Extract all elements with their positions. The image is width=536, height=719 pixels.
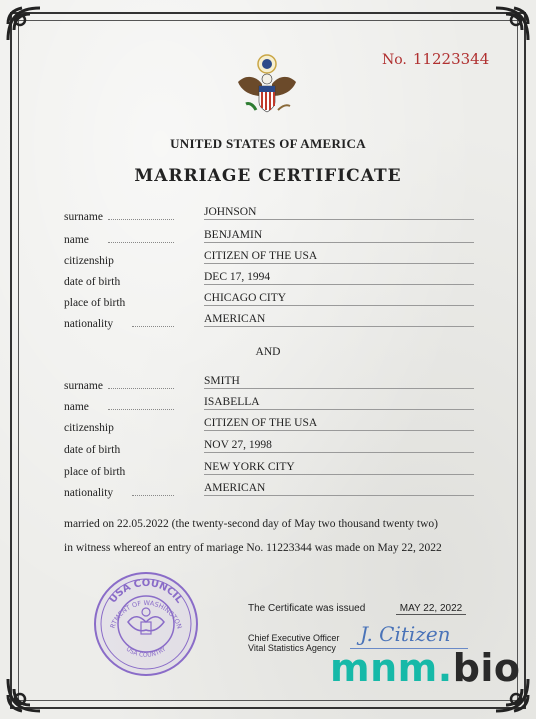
witness-statement: in witness whereof an entry of mariage No. 11223344 was made on May 22, 2022: [64, 542, 442, 554]
watermark-logo: [330, 646, 521, 690]
corner-ornament-icon: [0, 0, 60, 60]
dotted-leader: [108, 388, 174, 389]
seal-bottom-text: USA COUNTRY: [124, 645, 168, 659]
person2-name-value: ISABELLA: [204, 396, 260, 408]
person2-citizenship-value: CITIZEN OF THE USA: [204, 417, 318, 429]
person1-surname-value: JOHNSON: [204, 206, 257, 218]
person2-dob-value: NOV 27, 1998: [204, 439, 272, 451]
person2-pob-value: NEW YORK CITY: [204, 461, 295, 473]
watermark-part1: mnm.: [330, 646, 453, 690]
person2-nationality-row: [64, 481, 474, 499]
person1-nationality-value: AMERICAN: [204, 313, 266, 325]
person1-dob-value: DEC 17, 1994: [204, 271, 271, 283]
field-label: citizenship: [64, 422, 114, 434]
and-separator: AND: [255, 346, 281, 358]
watermark-part2: bio: [452, 646, 521, 690]
official-seal-icon: [92, 570, 200, 678]
field-label: surname: [64, 211, 103, 223]
field-value-line: [204, 312, 474, 327]
field-label: date of birth: [64, 276, 121, 288]
person1-pob-value: CHICAGO CITY: [204, 292, 287, 304]
person1-pob-row: [64, 291, 474, 309]
dotted-leader: [132, 326, 174, 327]
person1-name-value: BENJAMIN: [204, 229, 263, 241]
field-value-line: [204, 291, 474, 306]
married-statement: married on 22.05.2022 (the twenty-second day of May two thousand twenty two): [64, 518, 438, 530]
person2-surname-value: SMITH: [204, 375, 240, 387]
country-heading: UNITED STATES OF AMERICA: [170, 136, 366, 151]
dotted-leader: [108, 242, 174, 243]
field-label: nationality: [64, 487, 114, 499]
officer-title: [248, 633, 339, 653]
field-value-line: [204, 205, 474, 220]
person2-nationality-value: AMERICAN: [204, 482, 266, 494]
dotted-leader: [108, 219, 174, 220]
person1-surname-row: [64, 205, 474, 223]
certificate-title: MARRIAGE CERTIFICATE: [134, 166, 402, 186]
seal-ring-text: RTMENT OF WASHINGTON: [108, 599, 184, 630]
certificate-number-value: 11223344: [412, 50, 490, 68]
issued-label: The Certificate was issued: [248, 603, 366, 614]
person2-name-row: [64, 395, 474, 413]
certificate-number-label: No.: [382, 52, 407, 68]
field-value-line: [204, 481, 474, 496]
person1-name-row: [64, 228, 474, 246]
dotted-leader: [108, 409, 174, 410]
field-label: place of birth: [64, 297, 126, 309]
field-value-line: [204, 228, 474, 243]
person2-dob-row: [64, 438, 474, 456]
field-label: citizenship: [64, 255, 114, 267]
person1-citizenship-row: [64, 249, 474, 267]
person1-citizenship-value: CITIZEN OF THE USA: [204, 250, 318, 262]
field-value-line: [204, 374, 474, 389]
field-value-line: [204, 249, 474, 264]
person2-pob-row: [64, 460, 474, 478]
certificate-number: [382, 50, 489, 68]
field-label: name: [64, 234, 89, 246]
field-value-line: [204, 395, 474, 410]
eagle-emblem-icon: [232, 52, 302, 122]
field-value-line: [204, 416, 474, 431]
field-value-line: [204, 460, 474, 475]
seal-top-text: USA COUNCIL: [107, 577, 185, 606]
field-label: surname: [64, 380, 103, 392]
field-label: nationality: [64, 318, 114, 330]
officer-title-line2: Vital Statistics Agency: [248, 643, 336, 653]
issued-date: MAY 22, 2022: [396, 603, 466, 615]
field-label: name: [64, 401, 89, 413]
field-value-line: [204, 270, 474, 285]
officer-title-line1: Chief Executive Officer: [248, 633, 340, 643]
person2-citizenship-row: [64, 416, 474, 434]
person1-dob-row: [64, 270, 474, 288]
dotted-leader: [132, 495, 174, 496]
corner-ornament-icon: [0, 659, 60, 719]
officer-signature: J. Citizen: [360, 622, 451, 646]
person2-surname-row: [64, 374, 474, 392]
field-value-line: [204, 438, 474, 453]
field-label: date of birth: [64, 444, 121, 456]
field-label: place of birth: [64, 466, 126, 478]
person1-nationality-row: [64, 312, 474, 330]
